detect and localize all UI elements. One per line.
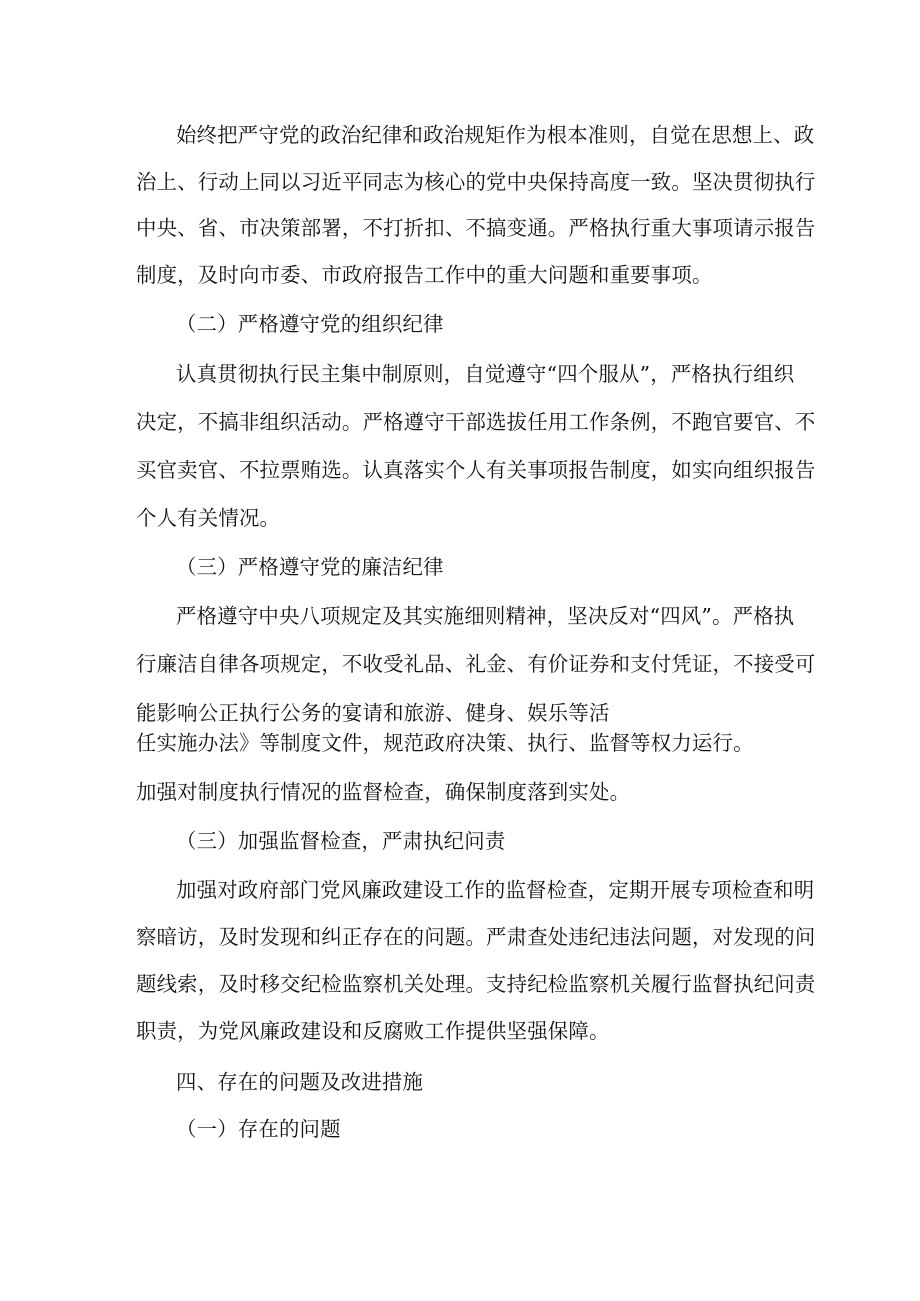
section-heading: （三）加强监督检查，严肃执纪问责	[176, 829, 506, 853]
section-heading: （三）严格遵守党的廉洁纪律	[176, 555, 444, 579]
text-line: 治上、行动上同以习近平同志为核心的党中央保持高度一致。坚决贯彻执行	[136, 170, 816, 194]
text-line: 加强对制度执行情况的监督检查，确保制度落到实处。	[136, 780, 631, 804]
section-heading: （二）严格遵守党的组织纪律	[176, 312, 444, 336]
text-line: 买官卖官、不拉票贿选。认真落实个人有关事项报告制度，如实向组织报告	[136, 458, 816, 482]
text-line: 行廉洁自律各项规定，不收受礼品、礼金、有价证券和支付凭证，不接受可	[136, 652, 816, 676]
text-line: 题线索，及时移交纪检监察机关处理。支持纪检监察机关履行监督执纪问责	[136, 972, 816, 996]
text-line: 个人有关情况。	[136, 506, 281, 530]
text-line: 决定，不搞非组织活动。严格遵守干部选拔任用工作条例，不跑官要官、不	[136, 410, 816, 434]
text-line: 认真贯彻执行民主集中制原则，自觉遵守“四个服从”，严格执行组织	[176, 362, 795, 386]
text-line: 加强对政府部门党风廉政建设工作的监督检查，定期开展专项检查和明	[176, 878, 815, 902]
text-line: 始终把严守党的政治纪律和政治规矩作为根本准则，自觉在思想上、政	[176, 123, 815, 147]
section-heading: 四、存在的问题及改进措施	[176, 1070, 424, 1094]
text-line: 任实施办法》等制度文件，规范政府决策、执行、监督等权力运行。	[136, 731, 754, 755]
text-line: 中央、省、市决策部署，不打折扣、不搞变通。严格执行重大事项请示报告	[136, 216, 816, 240]
text-line: 能影响公正执行公务的宴请和旅游、健身、娱乐等活	[136, 701, 610, 725]
text-line: 制度，及时向市委、市政府报告工作中的重大问题和重要事项。	[136, 263, 713, 287]
text-line: 严格遵守中央八项规定及其实施细则精神，坚决反对“四风”。严格执	[176, 604, 795, 628]
text-line: 察暗访，及时发现和纠正存在的问题。严肃查处违纪违法问题，对发现的问	[136, 925, 816, 949]
section-heading: （一）存在的问题	[176, 1117, 341, 1141]
text-line: 职责，为党风廉政建设和反腐败工作提供坚强保障。	[136, 1019, 610, 1043]
